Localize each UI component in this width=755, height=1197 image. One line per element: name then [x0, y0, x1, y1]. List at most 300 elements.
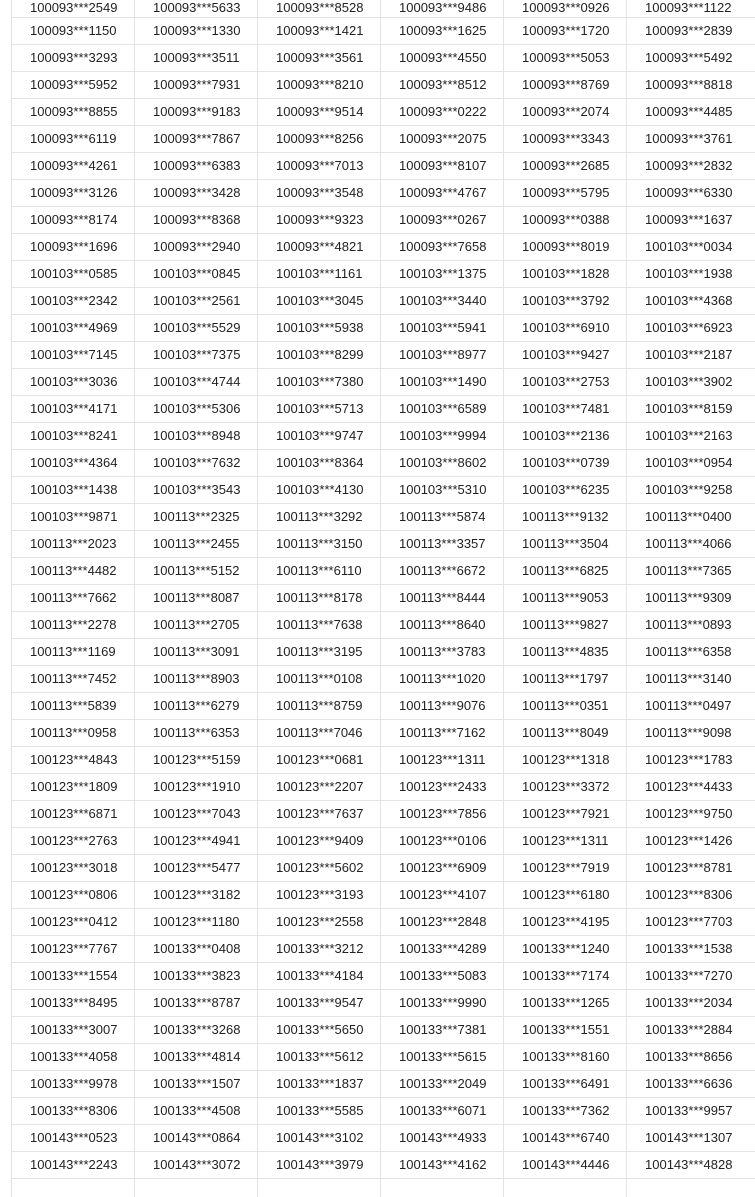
table-cell: 100103***6910	[504, 314, 627, 341]
table-row	[12, 341, 755, 368]
table-row	[12, 1124, 755, 1151]
table-row	[12, 314, 755, 341]
table-cell: 100103***9258	[627, 476, 755, 503]
table-cell: 100093***8528	[258, 0, 381, 17]
table-cell: 100093***6119	[12, 125, 135, 152]
table-row	[12, 692, 755, 719]
table-cell: 100123***3018	[12, 854, 135, 881]
table-cell: 100093***0388	[504, 206, 627, 233]
table-cell: 100123***4195	[504, 908, 627, 935]
table-cell: 100143***6740	[504, 1124, 627, 1151]
table-cell: 100093***2074	[504, 98, 627, 125]
table-cell: 100113***6672	[381, 557, 504, 584]
table-row	[12, 1178, 755, 1197]
table-cell: 100133***1538	[627, 935, 755, 962]
table-cell: 100093***6330	[627, 179, 755, 206]
table-cell: 100093***4821	[258, 233, 381, 260]
table-cell: 100143***4446	[504, 1151, 627, 1178]
table-cell: 100133***7174	[504, 962, 627, 989]
table-cell: 100103***8977	[381, 341, 504, 368]
table-cell: 100123***8306	[627, 881, 755, 908]
table-cell: 100103***5941	[381, 314, 504, 341]
table-cell: 100123***6871	[12, 800, 135, 827]
table-cell: 100103***5938	[258, 314, 381, 341]
table-cell: 100113***0108	[258, 665, 381, 692]
table-cell: 100133***6636	[627, 1070, 755, 1097]
table-cell: 100103***8602	[381, 449, 504, 476]
table-cell: 100103***6589	[381, 395, 504, 422]
table-row	[12, 71, 755, 98]
table-cell: 100123***1426	[627, 827, 755, 854]
table-cell: 100093***8368	[135, 206, 258, 233]
table-cell: 100113***6353	[135, 719, 258, 746]
table-cell: 100093***3293	[12, 44, 135, 71]
table-row	[12, 611, 755, 638]
table-cell: 100113***3140	[627, 665, 755, 692]
table-cell: 100123***7637	[258, 800, 381, 827]
table-cell: 100093***7867	[135, 125, 258, 152]
table-cell: 100093***9323	[258, 206, 381, 233]
table-cell: 100103***9994	[381, 422, 504, 449]
table-cell: 100123***2558	[258, 908, 381, 935]
table-cell: 100093***6383	[135, 152, 258, 179]
table-cell: 100093***8855	[12, 98, 135, 125]
table-cell: 100103***3036	[12, 368, 135, 395]
table-row	[12, 908, 755, 935]
table-cell: 100123***2207	[258, 773, 381, 800]
table-cell: 100093***5633	[135, 0, 258, 17]
table-cell: 100113***9053	[504, 584, 627, 611]
table-cell: 100103***8948	[135, 422, 258, 449]
table-cell: 100093***7931	[135, 71, 258, 98]
table-cell: 100143***3072	[135, 1151, 258, 1178]
table-cell: 100093***3548	[258, 179, 381, 206]
table-cell: 100093***3343	[504, 125, 627, 152]
table-cell: 100123***2848	[381, 908, 504, 935]
table-cell: 100133***1554	[12, 962, 135, 989]
table-cell: 100113***7162	[381, 719, 504, 746]
table-cell: 100133***7381	[381, 1016, 504, 1043]
table-cell: 100123***6180	[504, 881, 627, 908]
table-cell: 100143***4933	[381, 1124, 504, 1151]
table-cell: 100103***2561	[135, 287, 258, 314]
table-cell: 100103***4130	[258, 476, 381, 503]
table-cell: 100093***9514	[258, 98, 381, 125]
table-row	[12, 152, 755, 179]
table-cell: 100093***8769	[504, 71, 627, 98]
table-cell: 100103***2136	[504, 422, 627, 449]
table-cell: 100143***2243	[12, 1151, 135, 1178]
table-cell: 100113***6358	[627, 638, 755, 665]
table-cell: 100113***6825	[504, 557, 627, 584]
table-cell: 100123***7767	[12, 935, 135, 962]
table-row	[12, 557, 755, 584]
table-cell: 100123***6909	[381, 854, 504, 881]
table-row	[12, 935, 755, 962]
table-cell: 100123***0412	[12, 908, 135, 935]
table-cell: 100113***9132	[504, 503, 627, 530]
table-cell: 100093***2940	[135, 233, 258, 260]
table-cell: 100133***3007	[12, 1016, 135, 1043]
table-cell: 100133***1507	[135, 1070, 258, 1097]
table-cell: 100103***3902	[627, 368, 755, 395]
table-cell: 100103***4744	[135, 368, 258, 395]
table-cell: 100103***2753	[504, 368, 627, 395]
table-row	[12, 0, 755, 17]
table-cell: 100133***6491	[504, 1070, 627, 1097]
table-cell: 100113***9827	[504, 611, 627, 638]
table-cell: 100123***9750	[627, 800, 755, 827]
table-cell: 100123***0681	[258, 746, 381, 773]
table-cell: 100133***5612	[258, 1043, 381, 1070]
table-cell	[12, 1178, 135, 1197]
table-cell: 100093***8256	[258, 125, 381, 152]
table-cell: 100113***3783	[381, 638, 504, 665]
table-cell: 100133***1837	[258, 1070, 381, 1097]
table-cell: 100103***5306	[135, 395, 258, 422]
table-cell: 100093***3428	[135, 179, 258, 206]
table-row	[12, 827, 755, 854]
table-cell: 100093***8210	[258, 71, 381, 98]
table-row	[12, 287, 755, 314]
table-row	[12, 260, 755, 287]
table-cell: 100133***9957	[627, 1097, 755, 1124]
table-cell: 100093***1330	[135, 17, 258, 44]
table-cell: 100133***8656	[627, 1043, 755, 1070]
table-cell: 100103***9427	[504, 341, 627, 368]
table-row	[12, 989, 755, 1016]
table-row	[12, 206, 755, 233]
table-cell: 100133***9547	[258, 989, 381, 1016]
table-cell: 100123***7703	[627, 908, 755, 935]
table-body	[12, 0, 755, 1197]
table-cell: 100113***7662	[12, 584, 135, 611]
table-cell: 100113***3091	[135, 638, 258, 665]
table-cell: 100093***8174	[12, 206, 135, 233]
table-cell: 100093***4261	[12, 152, 135, 179]
table-cell: 100143***4828	[627, 1151, 755, 1178]
table-cell: 100113***2278	[12, 611, 135, 638]
table-cell: 100103***7380	[258, 368, 381, 395]
table-cell: 100113***7452	[12, 665, 135, 692]
table-cell: 100113***6279	[135, 692, 258, 719]
table-cell: 100123***1318	[504, 746, 627, 773]
table-cell: 100133***1265	[504, 989, 627, 1016]
table-cell: 100103***7481	[504, 395, 627, 422]
table-cell: 100123***3182	[135, 881, 258, 908]
table-cell: 100103***2342	[12, 287, 135, 314]
table-cell: 100103***6235	[504, 476, 627, 503]
table-cell: 100093***1637	[627, 206, 755, 233]
table-row	[12, 395, 755, 422]
table-cell: 100113***8444	[381, 584, 504, 611]
table-row	[12, 773, 755, 800]
table-cell: 100103***9747	[258, 422, 381, 449]
table-cell: 100123***5477	[135, 854, 258, 881]
table-cell: 100113***1797	[504, 665, 627, 692]
table-cell: 100143***4162	[381, 1151, 504, 1178]
table-cell: 100103***5713	[258, 395, 381, 422]
table-cell: 100133***2884	[627, 1016, 755, 1043]
table-cell: 100103***8299	[258, 341, 381, 368]
table-cell: 100103***2187	[627, 341, 755, 368]
table-cell: 100103***4969	[12, 314, 135, 341]
table-row	[12, 1070, 755, 1097]
table-cell: 100093***5795	[504, 179, 627, 206]
table-cell: 100113***2023	[12, 530, 135, 557]
table-cell: 100113***1169	[12, 638, 135, 665]
table-cell: 100103***1938	[627, 260, 755, 287]
table-cell: 100133***3268	[135, 1016, 258, 1043]
table-cell: 100123***9409	[258, 827, 381, 854]
table-cell: 100143***1307	[627, 1124, 755, 1151]
table-cell: 100133***4184	[258, 962, 381, 989]
table-row	[12, 800, 755, 827]
table-cell: 100103***8364	[258, 449, 381, 476]
table-cell: 100093***3126	[12, 179, 135, 206]
table-cell: 100113***3195	[258, 638, 381, 665]
table-cell: 100113***7365	[627, 557, 755, 584]
table-cell: 100093***8019	[504, 233, 627, 260]
table-cell: 100133***0408	[135, 935, 258, 962]
table-row	[12, 665, 755, 692]
table-cell	[135, 1178, 258, 1197]
table-cell: 100123***4941	[135, 827, 258, 854]
table-cell: 100103***1375	[381, 260, 504, 287]
table-cell: 100143***3979	[258, 1151, 381, 1178]
table-cell: 100133***4058	[12, 1043, 135, 1070]
table-cell: 100123***5159	[135, 746, 258, 773]
table-cell: 100133***8787	[135, 989, 258, 1016]
table-cell: 100093***8818	[627, 71, 755, 98]
table-cell: 100113***7046	[258, 719, 381, 746]
table-row	[12, 746, 755, 773]
table-cell: 100133***8495	[12, 989, 135, 1016]
table-row	[12, 1016, 755, 1043]
table-cell: 100113***8759	[258, 692, 381, 719]
table-cell: 100133***1551	[504, 1016, 627, 1043]
table-cell	[504, 1178, 627, 1197]
table-row	[12, 98, 755, 125]
table-cell: 100113***8903	[135, 665, 258, 692]
table-cell: 100133***9990	[381, 989, 504, 1016]
table-cell: 100123***8781	[627, 854, 755, 881]
table-row	[12, 584, 755, 611]
table-cell: 100093***4767	[381, 179, 504, 206]
table-cell: 100103***7145	[12, 341, 135, 368]
table-cell: 100133***5585	[258, 1097, 381, 1124]
table-cell: 100133***7362	[504, 1097, 627, 1124]
table-cell: 100093***1122	[627, 0, 755, 17]
table-cell: 100123***4433	[627, 773, 755, 800]
table-cell: 100113***6110	[258, 557, 381, 584]
table-cell: 100133***5083	[381, 962, 504, 989]
table-cell: 100103***4368	[627, 287, 755, 314]
table-row	[12, 233, 755, 260]
table-cell: 100093***1625	[381, 17, 504, 44]
table-cell: 100133***3823	[135, 962, 258, 989]
table-cell: 100113***9309	[627, 584, 755, 611]
table-cell: 100113***5152	[135, 557, 258, 584]
table-cell: 100113***0497	[627, 692, 755, 719]
table-cell: 100103***0739	[504, 449, 627, 476]
table-cell: 100113***9076	[381, 692, 504, 719]
table-row	[12, 962, 755, 989]
table-cell: 100103***1490	[381, 368, 504, 395]
table-cell: 100113***4835	[504, 638, 627, 665]
table-cell: 100103***7632	[135, 449, 258, 476]
table-cell: 100113***2705	[135, 611, 258, 638]
table-row	[12, 449, 755, 476]
table-cell: 100093***5053	[504, 44, 627, 71]
table-cell	[381, 1178, 504, 1197]
table-cell: 100133***2049	[381, 1070, 504, 1097]
table-row	[12, 44, 755, 71]
table-cell: 100123***0806	[12, 881, 135, 908]
table-cell: 100093***0267	[381, 206, 504, 233]
table-cell: 100113***3292	[258, 503, 381, 530]
table-cell: 100133***4508	[135, 1097, 258, 1124]
table-cell: 100103***7375	[135, 341, 258, 368]
table-cell: 100133***6071	[381, 1097, 504, 1124]
table-cell: 100113***1020	[381, 665, 504, 692]
table-cell: 100103***9871	[12, 503, 135, 530]
table-row	[12, 476, 755, 503]
table-cell: 100123***1910	[135, 773, 258, 800]
table-cell: 100123***1783	[627, 746, 755, 773]
table-cell: 100133***5650	[258, 1016, 381, 1043]
table-cell: 100123***7921	[504, 800, 627, 827]
table-cell: 100143***3102	[258, 1124, 381, 1151]
table-cell: 100103***3440	[381, 287, 504, 314]
table-cell: 100123***0106	[381, 827, 504, 854]
table-cell: 100093***8107	[381, 152, 504, 179]
table-cell: 100103***1828	[504, 260, 627, 287]
table-row	[12, 125, 755, 152]
table-cell: 100143***0523	[12, 1124, 135, 1151]
table-cell: 100133***4814	[135, 1043, 258, 1070]
table-cell: 100103***0845	[135, 260, 258, 287]
table-cell: 100133***2034	[627, 989, 755, 1016]
table-cell: 100103***2163	[627, 422, 755, 449]
table-cell: 100103***0034	[627, 233, 755, 260]
table-row	[12, 422, 755, 449]
table-cell: 100093***2685	[504, 152, 627, 179]
table-cell: 100093***5952	[12, 71, 135, 98]
table-cell: 100093***1696	[12, 233, 135, 260]
table-cell: 100093***0222	[381, 98, 504, 125]
table-cell	[258, 1178, 381, 1197]
table-cell: 100123***1311	[381, 746, 504, 773]
table-cell: 100113***0351	[504, 692, 627, 719]
table-cell: 100123***7856	[381, 800, 504, 827]
table-row	[12, 1151, 755, 1178]
table-cell: 100103***0954	[627, 449, 755, 476]
table-row	[12, 1097, 755, 1124]
table-cell: 100123***2763	[12, 827, 135, 854]
table-cell: 100103***3792	[504, 287, 627, 314]
table-cell: 100113***8049	[504, 719, 627, 746]
table-row	[12, 368, 755, 395]
table-cell: 100093***2839	[627, 17, 755, 44]
table-cell: 100113***3150	[258, 530, 381, 557]
table-cell	[627, 1178, 755, 1197]
table-cell: 100093***4485	[627, 98, 755, 125]
table-cell: 100133***1240	[504, 935, 627, 962]
table-cell: 100093***7013	[258, 152, 381, 179]
table-cell: 100113***8640	[381, 611, 504, 638]
table-cell: 100133***9978	[12, 1070, 135, 1097]
table-cell: 100123***7043	[135, 800, 258, 827]
table-row	[12, 179, 755, 206]
table-cell: 100113***5839	[12, 692, 135, 719]
table-cell: 100093***5492	[627, 44, 755, 71]
table-row	[12, 17, 755, 44]
table-cell: 100133***8160	[504, 1043, 627, 1070]
table-cell: 100113***2325	[135, 503, 258, 530]
table-cell: 100093***3511	[135, 44, 258, 71]
table-cell: 100113***3357	[381, 530, 504, 557]
table-cell: 100103***5310	[381, 476, 504, 503]
table-cell: 100133***3212	[258, 935, 381, 962]
table-cell: 100103***8159	[627, 395, 755, 422]
table-cell: 100093***1720	[504, 17, 627, 44]
table-cell: 100103***6923	[627, 314, 755, 341]
table-cell: 100133***5615	[381, 1043, 504, 1070]
table-cell: 100103***0585	[12, 260, 135, 287]
table-row	[12, 503, 755, 530]
table-cell: 100123***7919	[504, 854, 627, 881]
table-cell: 100103***3045	[258, 287, 381, 314]
id-number-table	[11, 0, 755, 1197]
id-number-table-container	[11, 0, 755, 1197]
table-cell: 100103***4364	[12, 449, 135, 476]
table-cell: 100123***1809	[12, 773, 135, 800]
table-cell: 100103***5529	[135, 314, 258, 341]
table-cell: 100113***3504	[504, 530, 627, 557]
table-cell: 100093***2549	[12, 0, 135, 17]
table-row	[12, 638, 755, 665]
table-cell: 100123***4843	[12, 746, 135, 773]
table-cell: 100123***3193	[258, 881, 381, 908]
table-cell: 100113***7638	[258, 611, 381, 638]
table-cell: 100123***1311	[504, 827, 627, 854]
table-cell: 100113***9098	[627, 719, 755, 746]
table-row	[12, 854, 755, 881]
table-cell: 100093***1421	[258, 17, 381, 44]
table-cell: 100093***9486	[381, 0, 504, 17]
table-cell: 100103***4171	[12, 395, 135, 422]
table-cell: 100103***1161	[258, 260, 381, 287]
table-cell: 100103***3543	[135, 476, 258, 503]
table-cell: 100093***7658	[381, 233, 504, 260]
table-cell: 100113***0893	[627, 611, 755, 638]
table-row	[12, 1043, 755, 1070]
table-cell: 100113***2455	[135, 530, 258, 557]
table-cell: 100123***5602	[258, 854, 381, 881]
table-row	[12, 881, 755, 908]
table-cell: 100123***2433	[381, 773, 504, 800]
table-cell: 100093***2832	[627, 152, 755, 179]
table-cell: 100133***4289	[381, 935, 504, 962]
table-cell: 100093***9183	[135, 98, 258, 125]
table-cell: 100143***0864	[135, 1124, 258, 1151]
table-row	[12, 719, 755, 746]
table-cell: 100113***8178	[258, 584, 381, 611]
table-cell: 100093***4550	[381, 44, 504, 71]
table-cell: 100113***0400	[627, 503, 755, 530]
table-cell: 100093***3761	[627, 125, 755, 152]
